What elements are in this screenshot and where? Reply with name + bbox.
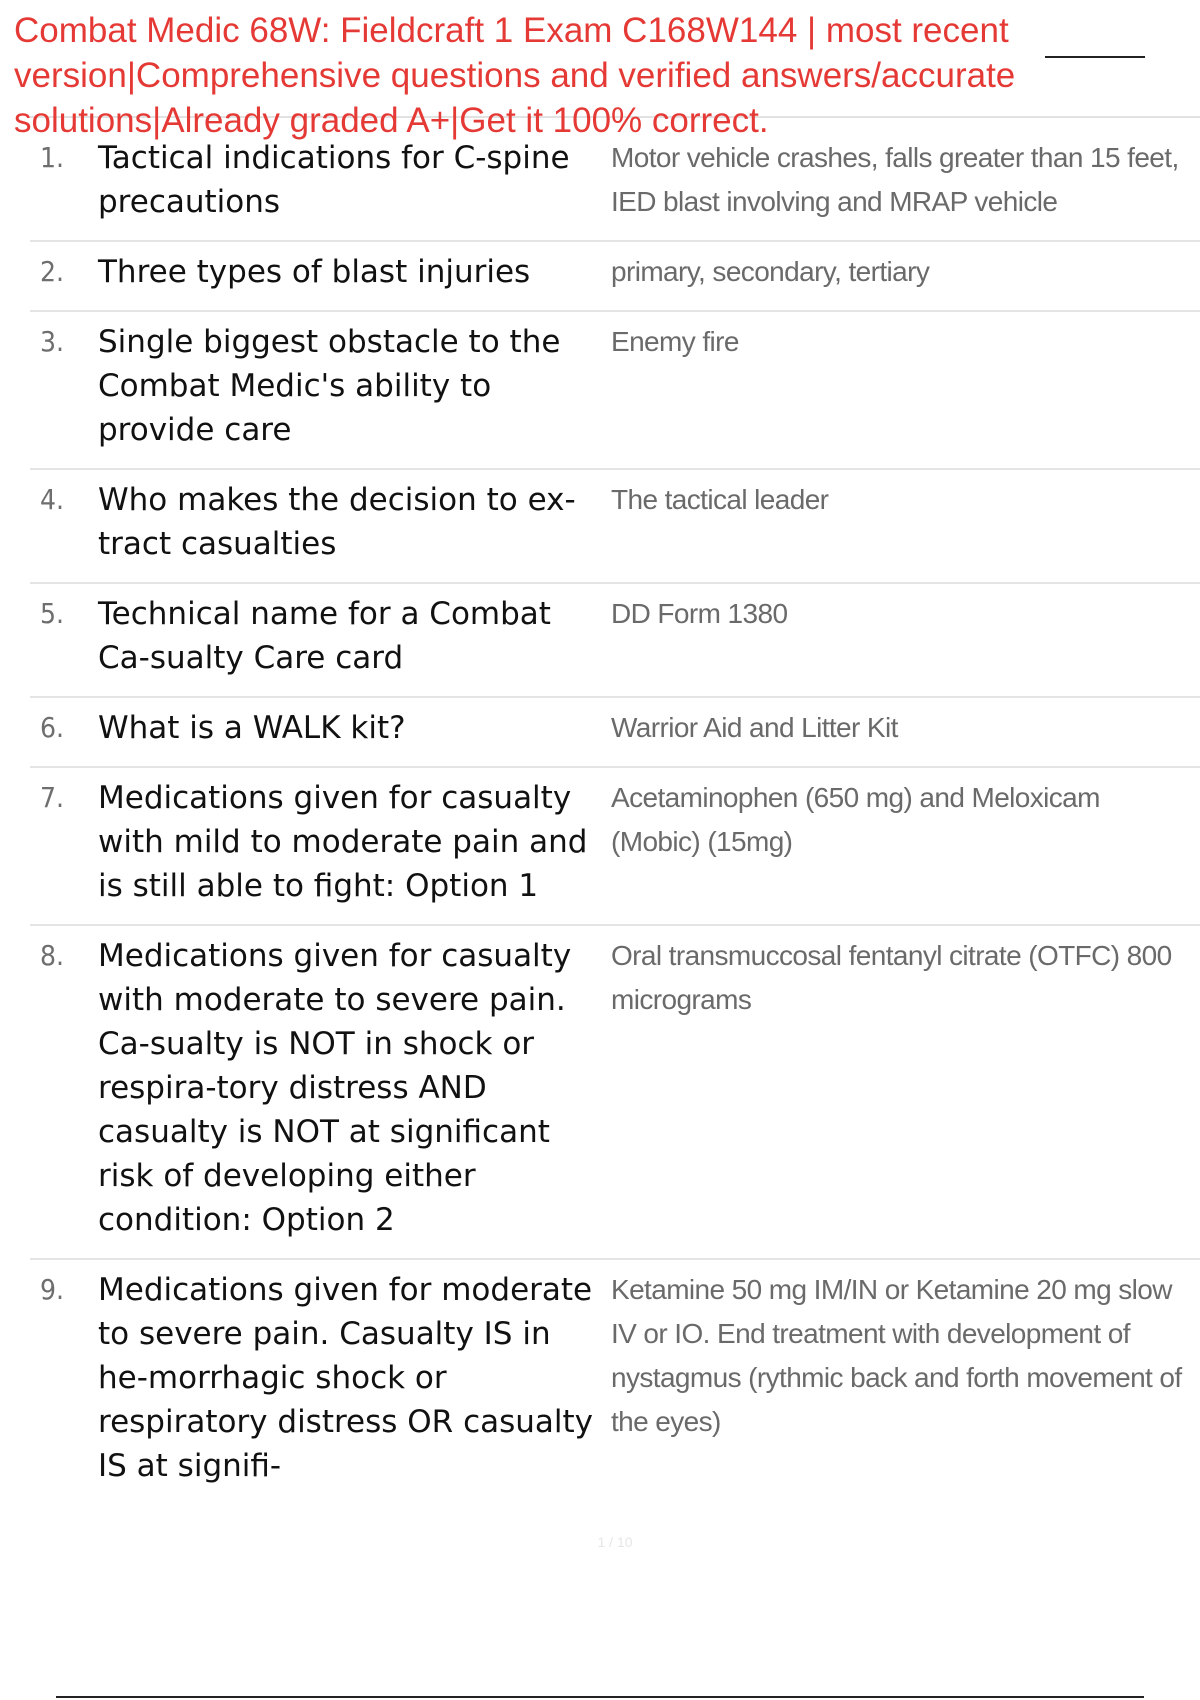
question-text: Who makes the decision to ex-tract casualties — [98, 482, 576, 562]
qa-row — [30, 1260, 1200, 1504]
page-indicator: 1 / 10 — [597, 1534, 633, 1550]
question-number: 3. — [40, 325, 65, 358]
question-number: 8. — [40, 939, 65, 972]
answer-text: Acetaminophen (650 mg) and Meloxicam (Mobic) (15mg) — [611, 782, 1100, 857]
answer-text: DD Form 1380 — [611, 598, 788, 629]
question-text: Medications given for casualty with mild to moderate pain and is still able to fight: Option 1 — [98, 780, 588, 904]
question-number: 2. — [40, 255, 65, 288]
answer-text: Motor vehicle crashes, falls greater than 15 feet, IED blast involving and MRAP vehicle — [611, 142, 1179, 217]
answer-text: The tactical leader — [611, 484, 829, 515]
question-number: 5. — [40, 597, 65, 630]
answer-text: Oral transmuccosal fentanyl citrate (OTFC) 800 micrograms — [611, 940, 1172, 1015]
question-text: Medications given for casualty with moderate to severe pain. Ca-sualty is NOT in shock or respira-tory distress AND casualty is NOT at significant risk of developing either condition: Option 2 — [98, 938, 572, 1238]
title-underline — [1045, 56, 1145, 58]
question-text: Medications given for moderate to severe pain. Casualty IS in he-morrhagic shock or respiratory distress OR casualty IS at signifi- — [98, 1272, 594, 1484]
question-text: Tactical indications for C-spine precautions — [98, 140, 570, 220]
qa-row — [30, 128, 1200, 242]
question-number: 7. — [40, 781, 65, 814]
question-number: 6. — [40, 711, 65, 744]
question-text: Single biggest obstacle to the Combat Medic's ability to provide care — [98, 324, 561, 448]
qa-row — [30, 242, 1200, 312]
qa-row — [30, 698, 1200, 768]
question-number: 4. — [40, 483, 65, 516]
qa-row — [30, 768, 1200, 926]
answer-text: primary, secondary, tertiary — [611, 256, 930, 287]
question-number: 9. — [40, 1273, 65, 1306]
qa-row — [30, 470, 1200, 584]
question-number: 1. — [40, 141, 65, 174]
answer-text: Ketamine 50 mg IM/IN or Ketamine 20 mg slow IV or IO. End treatment with development of nystagmus (rythmic back and forth movement of the eyes) — [611, 1274, 1182, 1437]
document-title: Combat Medic 68W: Fieldcraft 1 Exam C168W144 | most recent version|Comprehensive questions and verified answers/accurate solutions|Already graded A+|Get it 100% correct. — [14, 11, 1016, 140]
qa-list — [30, 128, 1200, 1504]
answer-text: Enemy fire — [611, 326, 739, 357]
answer-text: Warrior Aid and Litter Kit — [611, 712, 898, 743]
question-text: What is a WALK kit? — [98, 710, 406, 746]
qa-row — [30, 926, 1200, 1260]
question-text: Three types of blast injuries — [98, 254, 531, 290]
question-text: Technical name for a Combat Ca-sualty Care card — [98, 596, 551, 676]
qa-row — [30, 584, 1200, 698]
qa-row — [30, 312, 1200, 470]
footer-divider — [56, 1696, 1144, 1698]
